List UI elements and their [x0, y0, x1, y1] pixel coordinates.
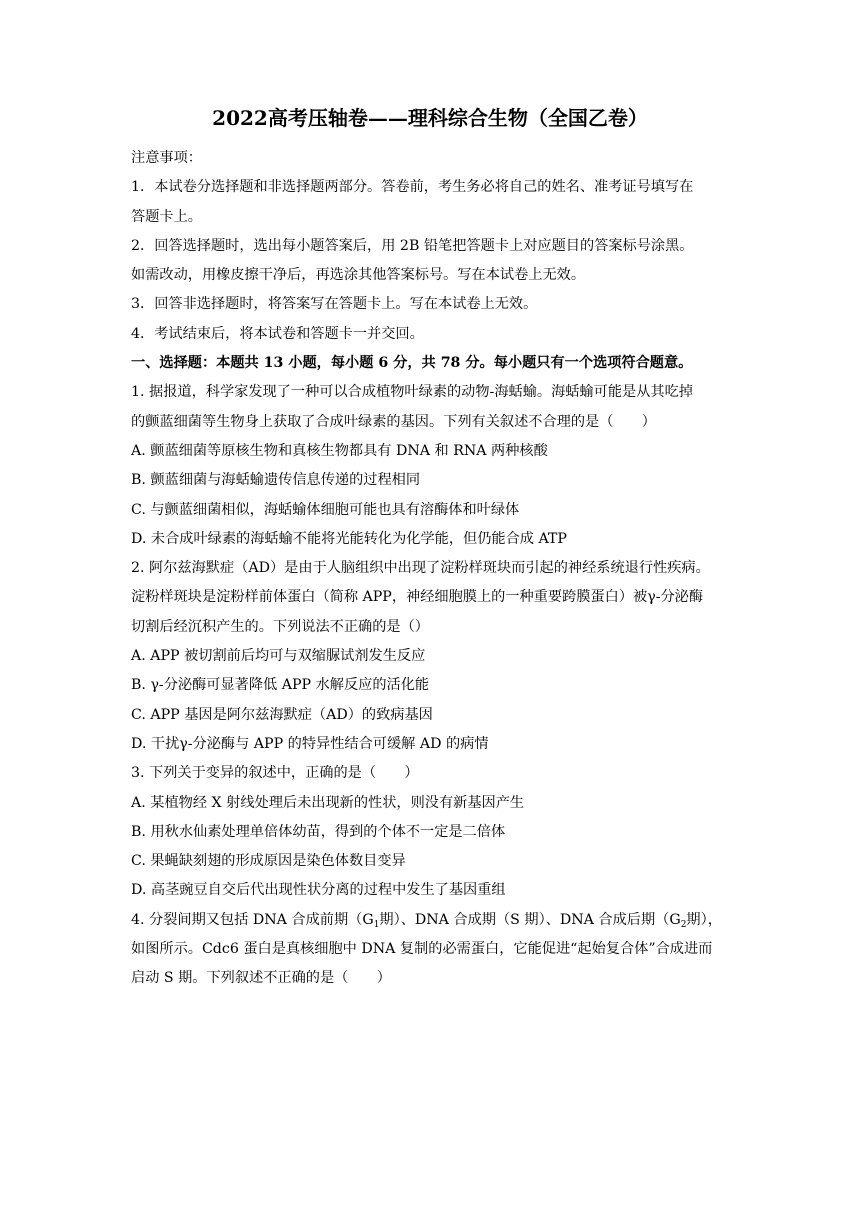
- question-3-option-d: D. 高茎豌豆自交后代出现性状分离的过程中发生了基因重组: [131, 882, 506, 899]
- notice-item-1-line-1: 1．本试卷分选择题和非选择题两部分。答卷前，考生务必将自己的姓名、准考证号填写在: [131, 179, 694, 196]
- notice-item-2-line-1: 2．回答选择题时，选出每小题答案后，用 2B 铅笔把答题卡上对应题目的答案标号涂黑。: [131, 237, 694, 254]
- question-2-option-c: C. APP 基因是阿尔兹海默症（AD）的致病基因: [131, 706, 433, 723]
- exam-body: [131, 144, 741, 994]
- question-2-option-a: A. APP 被切割前后均可与双缩脲试剂发生反应: [131, 648, 426, 665]
- question-4-text-c: 期），: [686, 911, 722, 928]
- question-2-stem-line-3: 切割后经沉积产生的。下列说法不正确的是（）: [131, 618, 429, 635]
- notice-item-1-line-2: 答题卡上。: [131, 208, 202, 225]
- question-4-text-a: 4. 分裂间期又包括 DNA 合成前期（G: [131, 911, 374, 928]
- question-2-stem-line-1: 2. 阿尔兹海默症（AD）是由于人脑组织中出现了淀粉样斑块而引起的神经系统退行性疾病。: [131, 560, 710, 577]
- question-3-stem: 3. 下列关于变异的叙述中，正确的是（ ）: [131, 765, 419, 782]
- question-3-option-c: C. 果蝇缺刻翅的形成原因是染色体数目变异: [131, 853, 406, 870]
- question-2-stem-line-2: 淀粉样斑块是淀粉样前体蛋白（简称 APP，神经细胞膜上的一种重要跨膜蛋白）被γ-分泌酶: [131, 589, 704, 606]
- question-1-option-d: D. 未合成叶绿素的海蛞蝓不能将光能转化为化学能，但仍能合成 ATP: [131, 530, 567, 547]
- question-3-option-b: B. 用秋水仙素处理单倍体幼苗，得到的个体不一定是二倍体: [131, 823, 506, 840]
- question-1-option-a: A. 颤蓝细菌等原核生物和真核生物都具有 DNA 和 RNA 两种核酸: [131, 442, 548, 459]
- subscript-g1: 1: [373, 919, 380, 930]
- question-1-option-c: C. 与颤蓝细菌相似，海蛞蝓体细胞可能也具有溶酶体和叶绿体: [131, 501, 520, 518]
- notice-item-3: 3．回答非选择题时，将答案写在答题卡上。写在本试卷上无效。: [131, 296, 538, 313]
- page-title: 2022高考压轴卷——理科综合生物（全国乙卷）: [212, 106, 648, 130]
- question-1-option-b: B. 颤蓝细菌与海蛞蝓遗传信息传递的过程相同: [131, 472, 421, 489]
- question-2-option-b: B. γ-分泌酶可显著降低 APP 水解反应的活化能: [131, 677, 430, 694]
- notice-item-2-line-2: 如需改动，用橡皮擦干净后，再选涂其他答案标号。写在本试卷上无效。: [131, 267, 586, 284]
- question-4-stem-line-1: [131, 906, 741, 935]
- question-1-stem-line-1: 1. 据报道，科学家发现了一种可以合成植物叶绿素的动物-海蛞蝓。海蛞蝓可能是从其吃掉: [131, 384, 693, 401]
- question-4-text-b: 期）、DNA 合成期（S 期）、DNA 合成后期（G: [379, 911, 681, 928]
- question-2-option-d: D. 干扰γ-分泌酶与 APP 的特异性结合可缓解 AD 的病情: [131, 735, 489, 752]
- question-3-option-a: A. 某植物经 X 射线处理后未出现新的性状，则没有新基因产生: [131, 794, 525, 811]
- notice-heading: 注意事项：: [131, 150, 202, 166]
- subscript-g2: 2: [680, 919, 687, 930]
- question-1-stem-line-2: 的颤蓝细菌等生物身上获取了合成叶绿素的基因。下列有关叙述不合理的是（ ）: [131, 413, 656, 430]
- question-4-stem-line-2: 如图所示。Cdc6 蛋白是真核细胞中 DNA 复制的必需蛋白，它能促进“起始复合体”合成进而: [131, 941, 713, 958]
- notice-item-4: 4．考试结束后，将本试卷和答题卡一并交回。: [131, 325, 424, 342]
- question-4-stem-line-3: 启动 S 期。下列叙述不正确的是（ ）: [131, 970, 391, 987]
- section-heading: 一、选择题：本题共 13 小题，每小题 6 分，共 78 分。每小题只有一个选项符合题意。: [131, 355, 693, 372]
